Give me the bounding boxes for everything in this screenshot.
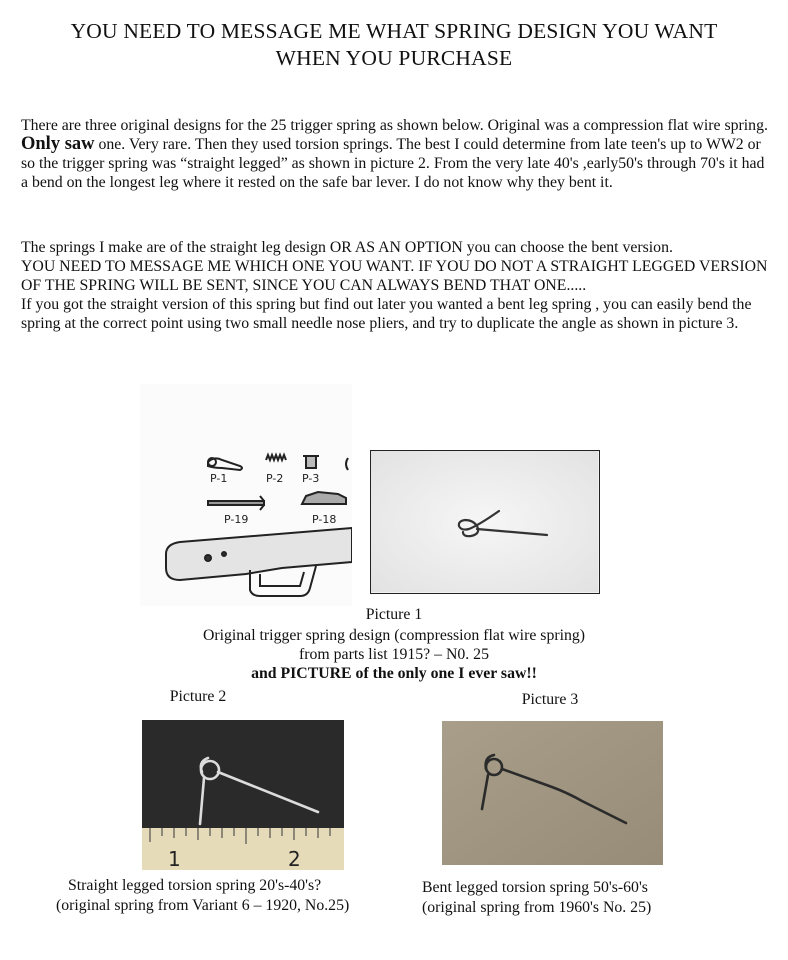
picture2-caption-line1: Straight legged torsion spring 20's-40's? xyxy=(68,877,322,894)
options-line-b: YOU NEED TO MESSAGE ME WHICH ONE YOU WANT. IF YOU DO NOT A STRAIGHT LEGGED VERSION OF THE SPRING WILL BE SENT, SINCE YOU CAN ALWAYS BEND THAT ONE..... xyxy=(21,258,768,294)
part-label-p19: P-19 xyxy=(224,513,249,526)
intro-text-2: one. Very rare. Then they used torsion springs. The best I could determine from late teen's up to WW2 or so the trigger spring was “straight legged” as shown in picture 2. From the very late 40's ,early50's through 70's it had a bend on the longest leg where it rested on the safe bar lever. I do not know why they bent it. xyxy=(21,136,765,191)
flat-wire-spring-photo xyxy=(370,450,600,594)
bent-legged-spring-photo xyxy=(442,721,663,865)
picture1-caption-post: of the only one I ever saw!! xyxy=(351,665,537,682)
picture1-caption-pre: and xyxy=(251,665,281,682)
picture3-caption-line2: (original spring from 1960's No. 25) xyxy=(422,899,652,916)
intro-text-1: There are three original designs for the 25 trigger spring as shown below. Original was a compression flat wire spring. xyxy=(21,117,768,134)
picture3-caption-line1: Bent legged torsion spring 50's-60's xyxy=(422,879,648,896)
picture2-label: Picture 2 xyxy=(169,688,227,705)
options-line-c: If you got the straight version of this spring but find out later you wanted a bent leg spring , you can easily bend the spring at the correct point using two small needle nose pliers, and try to duplicate the angle as shown in picture 3. xyxy=(21,296,752,332)
ruler-number-2: 2 xyxy=(288,847,301,870)
intro-paragraph xyxy=(21,116,771,192)
picture1-caption-line3 xyxy=(0,664,788,683)
title-line-2: WHEN YOU PURCHASE xyxy=(275,46,513,70)
picture2-caption-line2: (original spring from Variant 6 – 1920, No.25) xyxy=(56,897,350,914)
picture1-label: Picture 1 xyxy=(365,606,423,623)
title-line-1: YOU NEED TO MESSAGE ME WHAT SPRING DESIGN YOU WANT xyxy=(70,19,718,43)
ruler-number-1: 1 xyxy=(168,847,181,870)
options-line-a: The springs I make are of the straight leg design OR AS AN OPTION you can choose the bent version. xyxy=(21,239,673,256)
parts-list-drawing xyxy=(140,384,352,606)
options-paragraph xyxy=(21,238,771,333)
part-label-p3: P-3 xyxy=(302,472,320,485)
picture1-caption-bold: PICTURE xyxy=(280,665,352,682)
part-label-p2: P-2 xyxy=(266,472,284,485)
only-saw-emphasis: Only saw xyxy=(21,134,95,154)
picture1-caption-line2: from parts list 1915? – N0. 25 xyxy=(299,646,489,663)
part-label-p18: P-18 xyxy=(312,513,337,526)
picture1-caption-line1: Original trigger spring design (compression flat wire spring) xyxy=(202,627,586,644)
straight-legged-spring-photo xyxy=(142,720,344,870)
part-label-p1: P-1 xyxy=(210,472,228,485)
picture3-label: Picture 3 xyxy=(521,691,579,708)
page-title xyxy=(0,18,788,72)
